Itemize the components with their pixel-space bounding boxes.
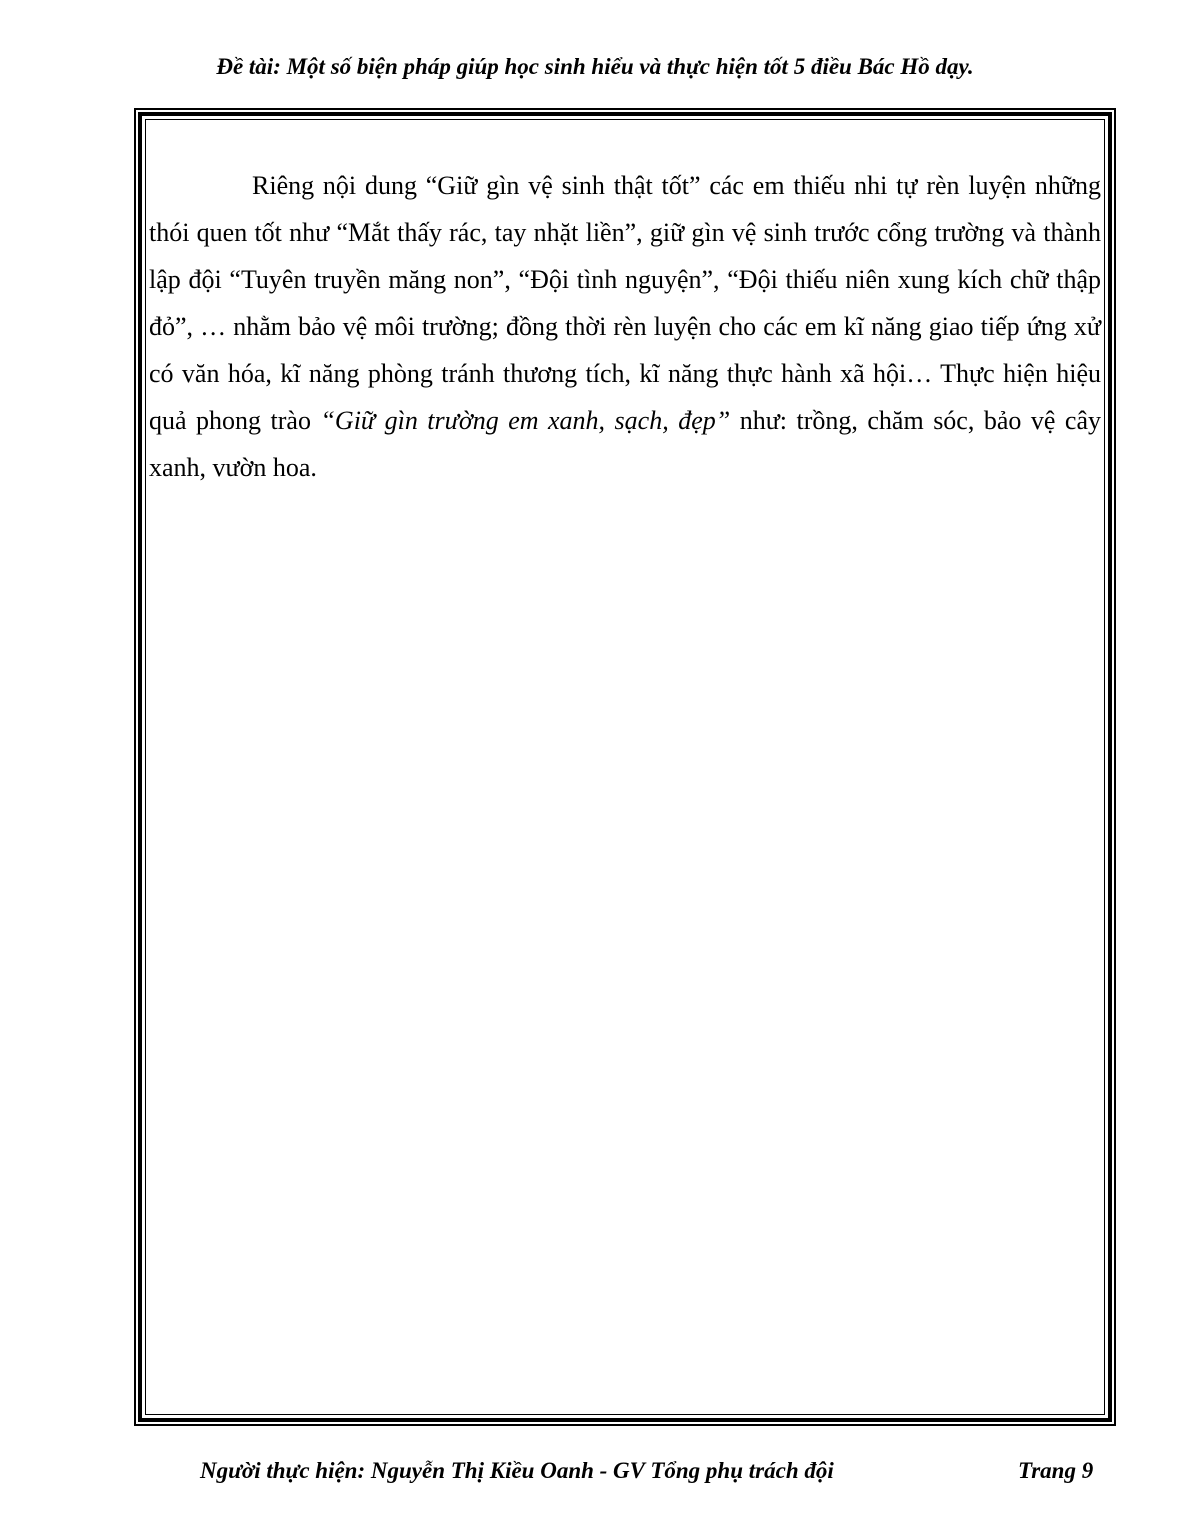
page-header-title: Đề tài: Một số biện pháp giúp học sinh hiểu và thực hiện tốt 5 điều Bác Hồ dạy. <box>216 54 974 79</box>
footer-page-number: Trang 9 <box>1018 1458 1094 1483</box>
paragraph-end-text: như: trồng, chăm sóc, bảo vệ cây xanh, vườn hoa. <box>149 406 1101 482</box>
paragraph-italic-quote: “Giữ gìn trường em xanh, sạch, đẹp” <box>320 406 731 435</box>
paragraph-main-text: Riêng nội dung “Giữ gìn vệ sinh thật tốt” các em thiếu nhi tự rèn luyện những thói quen tốt như “Mắt thấy rác, tay nhặt liền”, giữ gìn vệ sinh trước cổng trường và thành lập đội “Tuyên truyền măng non”, “Đội tình nguyện”, “Đội thiếu niên xung kích chữ thập đỏ”, … nhằm bảo vệ môi trường; đồng thời rèn luyện cho các em kĩ năng giao tiếp ứng xử có văn hóa, kĩ năng phòng tránh thương tích, kĩ năng thực hành xã hội… Thực hiện hiệu quả phong trào <box>149 171 1101 435</box>
body-paragraph <box>149 162 1101 491</box>
footer-author: Người thực hiện: Nguyễn Thị Kiều Oanh - GV Tổng phụ trách đội <box>200 1458 834 1483</box>
